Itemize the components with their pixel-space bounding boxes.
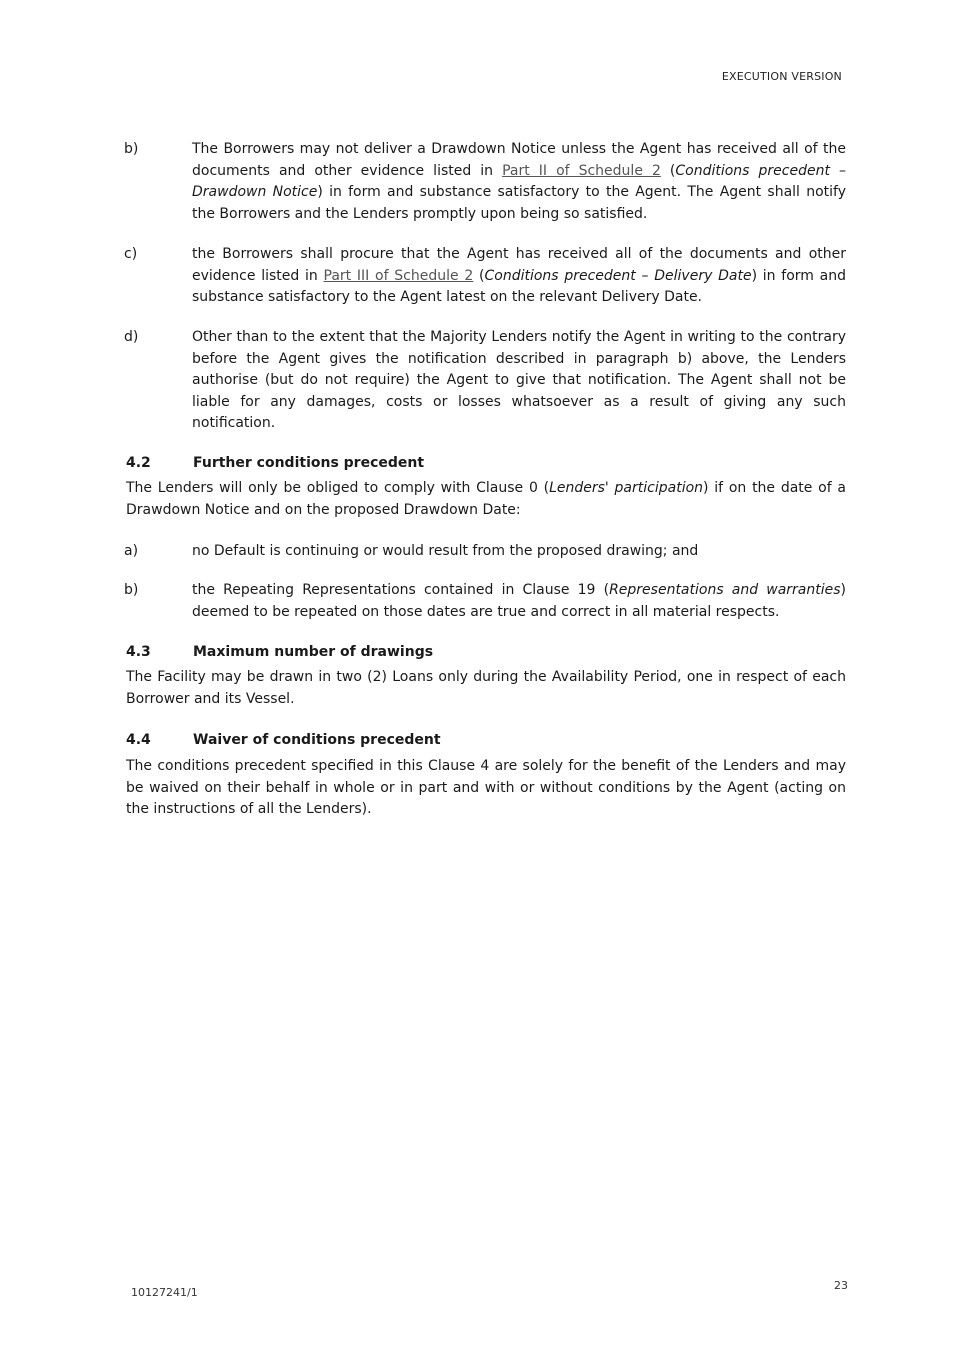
section-heading-4-2 [126,455,846,471]
section-heading-4-3 [126,644,846,660]
item-text-part: ) in form and substance satisfactory to the Agent latest on the relevant Delivery Date. [192,267,846,305]
item-text-part: the Borrowers shall procure that the Agent has received all of the documents and other evidence listed in [192,246,846,284]
item-text: no Default is continuing or would result from the proposed drawing; and [192,543,699,559]
item-label: b) [124,582,139,598]
document-reference: 10127241/1 [131,1286,198,1299]
section-4-2-intro [126,478,846,521]
intro-text-part: ) if on the date of a Drawdown Notice and on the proposed Drawdown Date: [126,480,847,518]
clause-4-2-item-b [124,580,846,623]
section-4-4-text: The conditions precedent specified in this Clause 4 are solely for the benefit of the Lenders and may be waived on their behalf in whole or in part and with or without conditions by the Agent (acting on the instructions of all the Lenders). [126,758,846,817]
item-text [192,139,846,225]
item-label: c) [124,246,138,262]
section-4-3-text: The Facility may be drawn in two (2) Loans only during the Availability Period, one in respect of each Borrower and its Vessel. [126,669,846,707]
item-text-part: ( [660,162,676,179]
intro-italic: Lenders' participation [549,480,704,496]
section-number: 4.2 [126,455,151,471]
execution-version-header: EXECUTION VERSION [721,70,842,83]
item-label: b) [124,141,139,157]
section-heading-4-4 [126,732,846,748]
clause-item-b [124,139,846,225]
section-title: Waiver of conditions precedent [193,732,441,748]
item-italic: Representations and warranties [609,582,841,598]
section-title: Maximum number of drawings [193,644,434,660]
item-text-part: ) deemed to be repeated on those dates are true and correct in all material respects. [192,582,846,620]
item-text: Other than to the extent that the Majority Lenders notify the Agent in writing to the contrary before the Agent gives the notification described in paragraph b) above, the Lenders authorise (but do not require) the Agent to give that notification. The Agent shall not be liable for any damages, costs or losses whatsoever as a result of giving any such notification. [192,329,846,431]
item-italic: Conditions precedent – Delivery Date [484,267,752,284]
intro-text-part: The Lenders will only be obliged to comply with Clause 0 ( [126,480,550,496]
item-label: d) [124,329,139,345]
section-number: 4.4 [126,732,151,748]
item-italic: Conditions precedent – Drawdown Notice [192,162,846,200]
item-text-part: the Repeating Representations contained in Clause 19 ( [192,582,610,598]
item-label: a) [124,543,139,559]
clause-item-d [124,327,846,435]
section-title: Further conditions precedent [193,455,425,471]
item-text-part: The Borrowers may not deliver a Drawdown Notice unless the Agent has received all of the documents and other evidence listed in [192,141,846,179]
item-text-part: ) in form and substance satisfactory to the Agent. The Agent shall notify the Borrowers and the Lenders promptly upon being so satisfied. [192,184,846,222]
item-text-part: ( [473,267,485,284]
schedule-2-part-3-link[interactable]: Part III of Schedule 2 [323,267,474,284]
section-number: 4.3 [126,644,151,660]
clause-item-c [124,244,846,309]
item-text [192,580,846,623]
item-text [192,244,846,309]
page-number: 23 [834,1279,848,1292]
clause-4-2-item-a [124,541,846,563]
schedule-2-part-2-link[interactable]: Part II of Schedule 2 [502,162,661,179]
